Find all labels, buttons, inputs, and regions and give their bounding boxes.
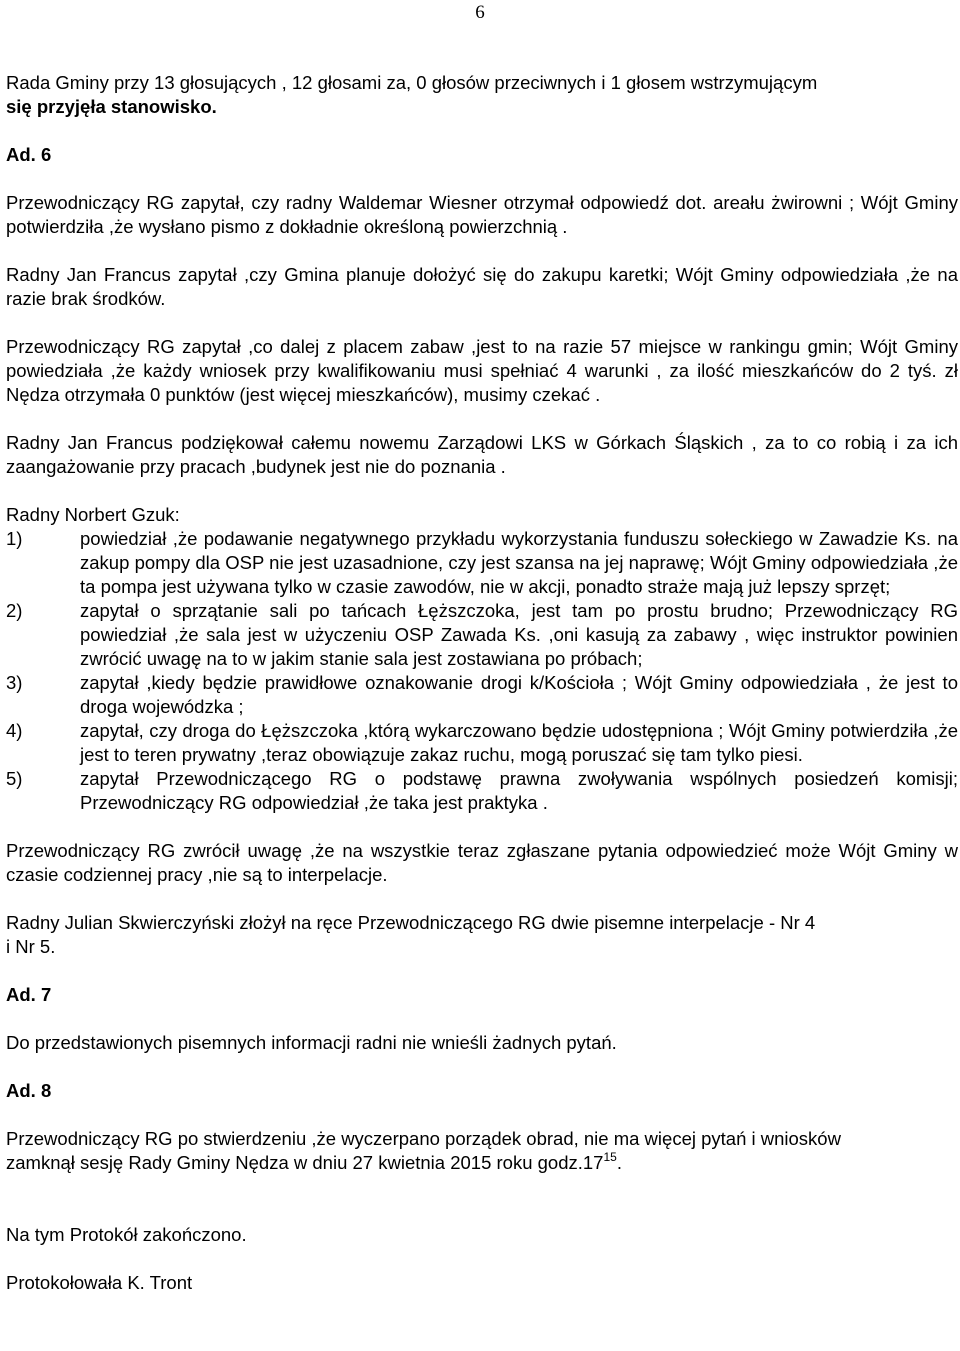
list-item-text: powiedział ,że podawanie negatywnego przykładu wykorzystania funduszu sołeckiego w Zawadzie Ks. na zakup pompy dla OSP nie jest uzasadnione, czy jest szansa na jej naprawę; Wójt Gminy odpowiedziała ,że ta pompa jest używana tylko w czasie zawodów, nie w akcji, ponadto straże mają już lepszy sprzęt; [80,528,958,597]
list-item [6,767,958,815]
interpelacje-line-1: Radny Julian Skwierczyński złożył na ręce Przewodniczącego RG dwie pisemne interpelacje - Nr 4 [6,912,816,933]
list-item [6,599,958,671]
page-number: 6 [475,2,485,23]
document-body [6,71,958,1295]
ad6-paragraph-2: Radny Jan Francus zapytał ,czy Gmina planuje dołożyć się do zakupu karetki; Wójt Gminy odpowiedziała ,że na razie brak środków. [6,264,958,309]
ad7-paragraph: Do przedstawionych pisemnych informacji radni nie wnieśli żadnych pytań. [6,1032,617,1053]
list-item-number: 2) [6,600,23,621]
signature: Protokołowała K. Tront [6,1272,193,1293]
vote-line-2: się przyjęła stanowisko. [6,96,217,117]
list-item-text: zapytał ,kiedy będzie prawidłowe oznakowanie drogi k/Kościoła ; Wójt Gminy odpowiedziała , że jest to droga wojewódzka ; [80,672,958,717]
closing-statement: Na tym Protokół zakończono. [6,1224,247,1245]
vote-paragraph [6,71,958,119]
list-item-number: 3) [6,672,23,693]
ad7-heading: Ad. 7 [6,984,52,1005]
list-item-text: zapytał o sprzątanie sali po tańcach Łęższczoka, jest tam po prostu brudno; Przewodniczący RG powiedział ,że sala jest w użyczeniu OSP Zawada Ks. ,oni kasują za zabawy , więc instruktor powinien zwrócić uwagę na to w jakim stanie sala jest zostawiana po próbach; [80,600,958,669]
time-minutes: 15 [603,1150,617,1164]
closing-line-1: Przewodniczący RG po stwierdzeniu ,że wyczerpano porządek obrad, nie ma więcej pytań i wniosków [6,1128,841,1149]
list-item-text: zapytał, czy droga do Łęższczoka ,którą wykarczowano będzie udostępniona ; Wójt Gminy potwierdziła ,że jest to teren prywatny ,teraz obowiązuje zakaz ruchu, mogą poruszać się tam tylko piesi. [80,720,958,765]
ad6-paragraph-3: Przewodniczący RG zapytał ,co dalej z placem zabaw ,jest to na razie 57 miejsce w rankingu gmin; Wójt Gminy powiedziała ,że każdy wniosek przy kwalifikowaniu musi spełniać 4 warunki , za ilość mieszkańców do 2 tyś. zł Nędza otrzymała 0 punktów (jest więcej mieszkańców), musimy czekać . [6,336,958,405]
interpelacje-line-2: i Nr 5. [6,936,56,957]
closing-line-2: zamknął sesję Rady Gminy Nędza w dniu 27 kwietnia 2015 roku godz.17 [6,1152,604,1173]
ad6-heading: Ad. 6 [6,144,52,165]
gzuk-list [6,527,958,815]
list-item [6,671,958,719]
list-item [6,719,958,767]
gzuk-intro: Radny Norbert Gzuk: [6,504,180,525]
vote-line-1: Rada Gminy przy 13 głosujących , 12 głosami za, 0 głosów przeciwnych i 1 głosem wstrzymującym [6,72,818,93]
ad6-paragraph-5: Przewodniczący RG zwrócił uwagę ,że na wszystkie teraz zgłaszane pytania odpowiedzieć może Wójt Gminy w czasie codziennej pracy ,nie są to interpelacje. [6,840,958,885]
closing-line-end: . [616,1152,622,1173]
list-item-text: zapytał Przewodniczącego RG o podstawę prawna zwoływania wspólnych posiedzeń komisji; Przewodniczący RG odpowiedział ,że taka jest praktyka . [80,768,958,813]
list-item-number: 5) [6,768,23,789]
list-item [6,527,958,599]
ad8-paragraph [6,1127,958,1175]
list-item-number: 1) [6,528,23,549]
list-item-number: 4) [6,720,23,741]
ad6-paragraph-1: Przewodniczący RG zapytał, czy radny Waldemar Wiesner otrzymał odpowiedź dot. areału żwirowni ; Wójt Gminy potwierdziła ,że wysłano pismo z dokładnie określoną powierzchnią . [6,192,958,237]
ad6-paragraph-6 [6,911,958,959]
ad6-paragraph-4: Radny Jan Francus podziękował całemu nowemu Zarządowi LKS w Górkach Śląskich , za to co robią i za ich zaangażowanie przy pracach ,budynek jest nie do poznania . [6,432,958,477]
ad8-heading: Ad. 8 [6,1080,52,1101]
